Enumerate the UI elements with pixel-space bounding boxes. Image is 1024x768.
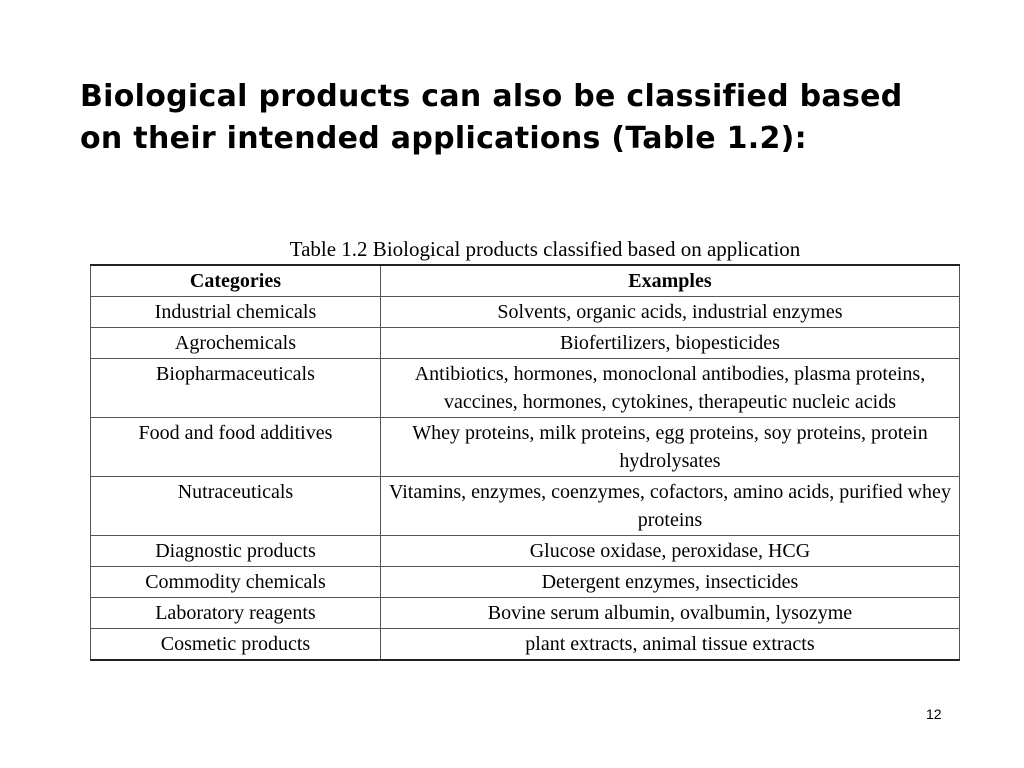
table-caption: Table 1.2 Biological products classified based on application	[289, 237, 801, 261]
classification-table	[90, 264, 960, 661]
examples-cell: Solvents, organic acids, industrial enzymes	[380, 297, 959, 328]
header-categories: Categories	[91, 265, 381, 297]
table-row	[91, 328, 960, 359]
examples-cell: plant extracts, animal tissue extracts	[380, 629, 959, 661]
examples-cell: Antibiotics, hormones, monoclonal antibodies, plasma proteins, vaccines, hormones, cytokines, therapeutic nucleic acids	[380, 359, 959, 418]
table-row	[91, 598, 960, 629]
table-row	[91, 418, 960, 477]
examples-cell: Biofertilizers, biopesticides	[380, 328, 959, 359]
table-row	[91, 297, 960, 328]
slide-title-line-1: Biological products can also be classified based	[80, 79, 903, 114]
examples-cell: Whey proteins, milk proteins, egg proteins, soy proteins, protein hydrolysates	[380, 418, 959, 477]
examples-cell: Vitamins, enzymes, coenzymes, cofactors, amino acids, purified whey proteins	[380, 477, 959, 536]
table-row	[91, 477, 960, 536]
category-cell: Commodity chemicals	[91, 567, 381, 598]
slide-title	[80, 76, 1010, 160]
category-cell: Agrochemicals	[91, 328, 381, 359]
header-examples: Examples	[380, 265, 959, 297]
table-row	[91, 629, 960, 661]
category-cell: Diagnostic products	[91, 536, 381, 567]
table-header-row	[91, 265, 960, 297]
category-cell: Industrial chemicals	[91, 297, 381, 328]
category-cell: Nutraceuticals	[91, 477, 381, 536]
table-block	[90, 234, 960, 661]
category-cell: Biopharmaceuticals	[91, 359, 381, 418]
category-cell: Laboratory reagents	[91, 598, 381, 629]
category-cell: Cosmetic products	[91, 629, 381, 661]
table-row	[91, 567, 960, 598]
slide-title-line-2: on their intended applications (Table 1.2):	[80, 121, 807, 156]
category-cell: Food and food additives	[91, 418, 381, 477]
page-number: 12	[926, 706, 942, 722]
examples-cell: Bovine serum albumin, ovalbumin, lysozyme	[380, 598, 959, 629]
examples-cell: Glucose oxidase, peroxidase, HCG	[380, 536, 959, 567]
table-row	[91, 359, 960, 418]
table-row	[91, 536, 960, 567]
examples-cell: Detergent enzymes, insecticides	[380, 567, 959, 598]
